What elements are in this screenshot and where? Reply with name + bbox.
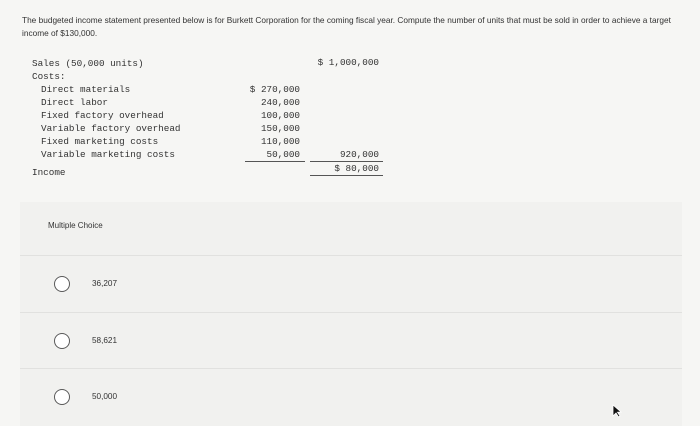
cost-item-value: 240,000 (260, 97, 300, 108)
divider (20, 255, 682, 256)
cost-item-value: 110,000 (260, 136, 300, 147)
costs-label: Costs: (32, 71, 66, 82)
income-rule (310, 175, 383, 176)
divider (20, 312, 682, 313)
subtotal-rule (245, 161, 305, 162)
cost-item-label: Direct materials (41, 84, 131, 95)
mouse-cursor-icon (612, 404, 622, 418)
cost-item-value: 150,000 (260, 123, 300, 134)
answer-option-1[interactable] (54, 276, 454, 296)
multiple-choice-header: Multiple Choice (48, 221, 103, 230)
cost-item-label: Variable factory overhead (41, 123, 181, 134)
income-label: Income (32, 167, 66, 178)
answer-option-3[interactable] (54, 389, 454, 409)
cost-item-value: $ 270,000 (249, 84, 300, 95)
sales-label: Sales (50,000 units) (32, 58, 144, 69)
answer-option-2[interactable] (54, 333, 454, 353)
question-text: The budgeted income statement presented below is for Burkett Corporation for the coming fiscal year. Compute the number of units that must be sold in order to achieve a target income of $130,000. (22, 15, 671, 38)
answer-option-label: 58,621 (92, 336, 118, 345)
divider (20, 368, 682, 369)
sales-value: $ 1,000,000 (317, 57, 379, 68)
radio-button[interactable] (54, 389, 70, 405)
radio-button[interactable] (54, 333, 70, 349)
answer-option-label: 50,000 (92, 392, 118, 401)
cost-item-label: Direct labor (41, 97, 108, 108)
cost-item-value: 50,000 (266, 149, 300, 160)
cost-item-label: Fixed factory overhead (41, 110, 164, 121)
answer-option-label: 36,207 (92, 279, 118, 288)
income-value: $ 80,000 (334, 163, 379, 174)
cost-item-value: 100,000 (260, 110, 300, 121)
total-costs-rule (310, 161, 383, 162)
radio-button[interactable] (54, 276, 70, 292)
total-costs-value: 920,000 (339, 149, 379, 160)
cost-item-label: Variable marketing costs (41, 149, 175, 160)
cost-item-label: Fixed marketing costs (41, 136, 159, 147)
